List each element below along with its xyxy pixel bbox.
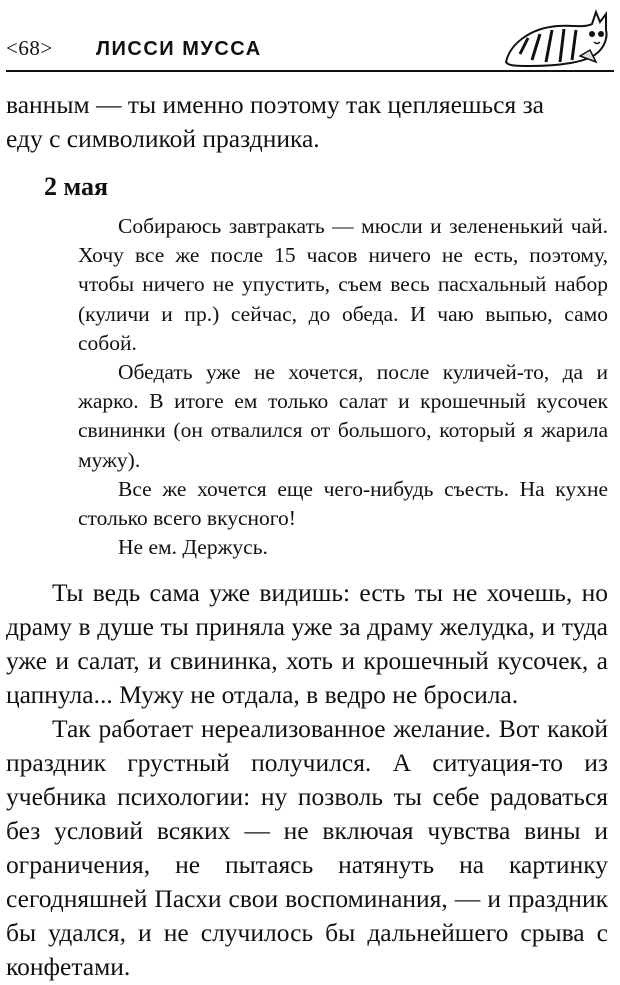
diary-paragraph: Обедать уже не хочется, после куличей-то, да и жарко. В итоге ем только салат и крошечный кусочек свининки (он отвалился от большого, который я жарила мужу).: [78, 360, 608, 472]
commentary-paragraph: Так работает нереализованное желание. Вот какой праздник грустный получился. А ситуация-то из учебника психологии: ну позволь ты себе радоваться без условий всяких — не включая чувства вины и ограничения, не пытаясь натянуть на картинку сегодняшней Пасхи свои воспоминания, — и праздник бы удался, и не случилось бы дальнейшего срыва с конфетами.: [6, 714, 608, 982]
header-rule: [6, 70, 614, 72]
striped-cat-icon: [500, 4, 610, 70]
intro-line-1: ванным — ты именно поэтому так цепляешься за: [6, 90, 544, 119]
section-gap: [6, 562, 608, 576]
diary-paragraph: Собираюсь завтракать — мюсли и зелененький чай. Хочу все же после 15 часов ничего не есть, поэтому, чтобы ничего не упустить, съем весь пасхальный набор (куличи и пр.) сейчас, до обеда. И чаю выпью, само собой.: [78, 214, 608, 355]
page-body: [6, 88, 608, 984]
commentary-paragraph: Ты ведь сама уже видишь: есть ты не хочешь, но драму в душе ты приняла уже за драму желудка, и туда уже и салат, и свининка, хоть и крошечный кусочек, а цапнула... Мужу не отдала, в ведро не бросила.: [6, 578, 608, 710]
diary-paragraph: Не ем. Держусь.: [118, 535, 268, 560]
diary-entry: [78, 212, 608, 562]
diary-paragraph: Все же хочется еще чего-нибудь съесть. На кухне столько всего вкусного!: [78, 476, 608, 531]
page-number: <68>: [6, 36, 53, 60]
entry-date-heading: 2 мая: [44, 172, 109, 201]
intro-line-2: еду с символикой праздника.: [6, 124, 320, 153]
page-header: [6, 0, 614, 72]
running-title: ЛИССИ МУССА: [96, 38, 262, 60]
